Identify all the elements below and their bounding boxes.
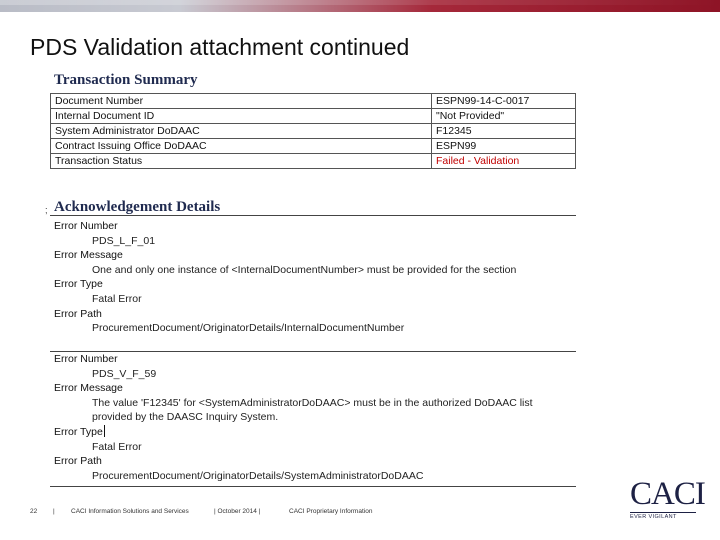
logo-wordmark: CACI xyxy=(630,476,705,512)
bottom-divider xyxy=(50,486,576,487)
error-number-label: Error Number xyxy=(54,353,118,365)
error-message-label: Error Message xyxy=(54,249,123,262)
top-accent-shine xyxy=(0,0,720,5)
row-value: "Not Provided" xyxy=(432,109,576,124)
acknowledgement-heading: Acknowledgement Details xyxy=(54,199,221,215)
table-row xyxy=(51,154,576,169)
page-number: 22 xyxy=(30,508,38,515)
row-label: Contract Issuing Office DoDAAC xyxy=(51,139,432,154)
error-message-value: The value 'F12345' for <SystemAdministratorDoDAAC> must be in the authorized DoDAAC list provided by the DAASC Inquiry System. xyxy=(92,396,533,424)
bullet-mark: ; xyxy=(45,205,48,215)
error-number-value: PDS_L_F_01 xyxy=(92,234,156,247)
error-type-value: Fatal Error xyxy=(92,292,142,305)
top-accent-bar xyxy=(0,0,720,12)
row-label: Document Number xyxy=(51,94,432,109)
text-cursor xyxy=(104,425,105,437)
error-block-1 xyxy=(54,219,594,336)
error-path-value: ProcurementDocument/OriginatorDetails/SystemAdministratorDoDAAC xyxy=(92,469,424,482)
error-number-label: Error Number xyxy=(54,220,118,232)
table-row xyxy=(51,109,576,124)
error-path-label: Error Path xyxy=(54,307,102,320)
table-row xyxy=(51,139,576,154)
table-row xyxy=(51,124,576,139)
caci-logo xyxy=(630,476,705,521)
row-value: F12345 xyxy=(432,124,576,139)
error-number-value: PDS_V_F_59 xyxy=(92,367,157,380)
footer-company: CACI Information Solutions and Services xyxy=(71,508,189,515)
error-type-value: Fatal Error xyxy=(92,440,142,453)
section-divider xyxy=(50,215,576,216)
table-row xyxy=(51,94,576,109)
row-value: ESPN99-14-C-0017 xyxy=(432,94,576,109)
error-type-line xyxy=(54,425,594,440)
slide-title: PDS Validation attachment continued xyxy=(30,34,410,60)
error-message-value: One and only one instance of <InternalDocumentNumber> must be provided for the section xyxy=(92,263,517,276)
error-message-label: Error Message xyxy=(54,382,123,395)
status-value: Failed - Validation xyxy=(432,154,576,169)
error-block-2 xyxy=(54,352,594,483)
row-label: Transaction Status xyxy=(51,154,432,169)
error-type-label: Error Type xyxy=(54,278,103,291)
footer-separator: | xyxy=(53,508,55,515)
error-path-label: Error Path xyxy=(54,455,102,468)
transaction-summary-heading: Transaction Summary xyxy=(54,72,198,88)
error-type-label: Error Type xyxy=(54,425,103,438)
footer-date: | October 2014 | xyxy=(214,508,261,515)
row-value: ESPN99 xyxy=(432,139,576,154)
row-label: System Administrator DoDAAC xyxy=(51,124,432,139)
footer-classification: CACI Proprietary Information xyxy=(289,508,373,515)
error-path-value: ProcurementDocument/OriginatorDetails/InternalDocumentNumber xyxy=(92,322,405,335)
row-label: Internal Document ID xyxy=(51,109,432,124)
transaction-summary-table xyxy=(50,93,576,169)
logo-tagline: EVER VIGILANT xyxy=(630,512,696,520)
